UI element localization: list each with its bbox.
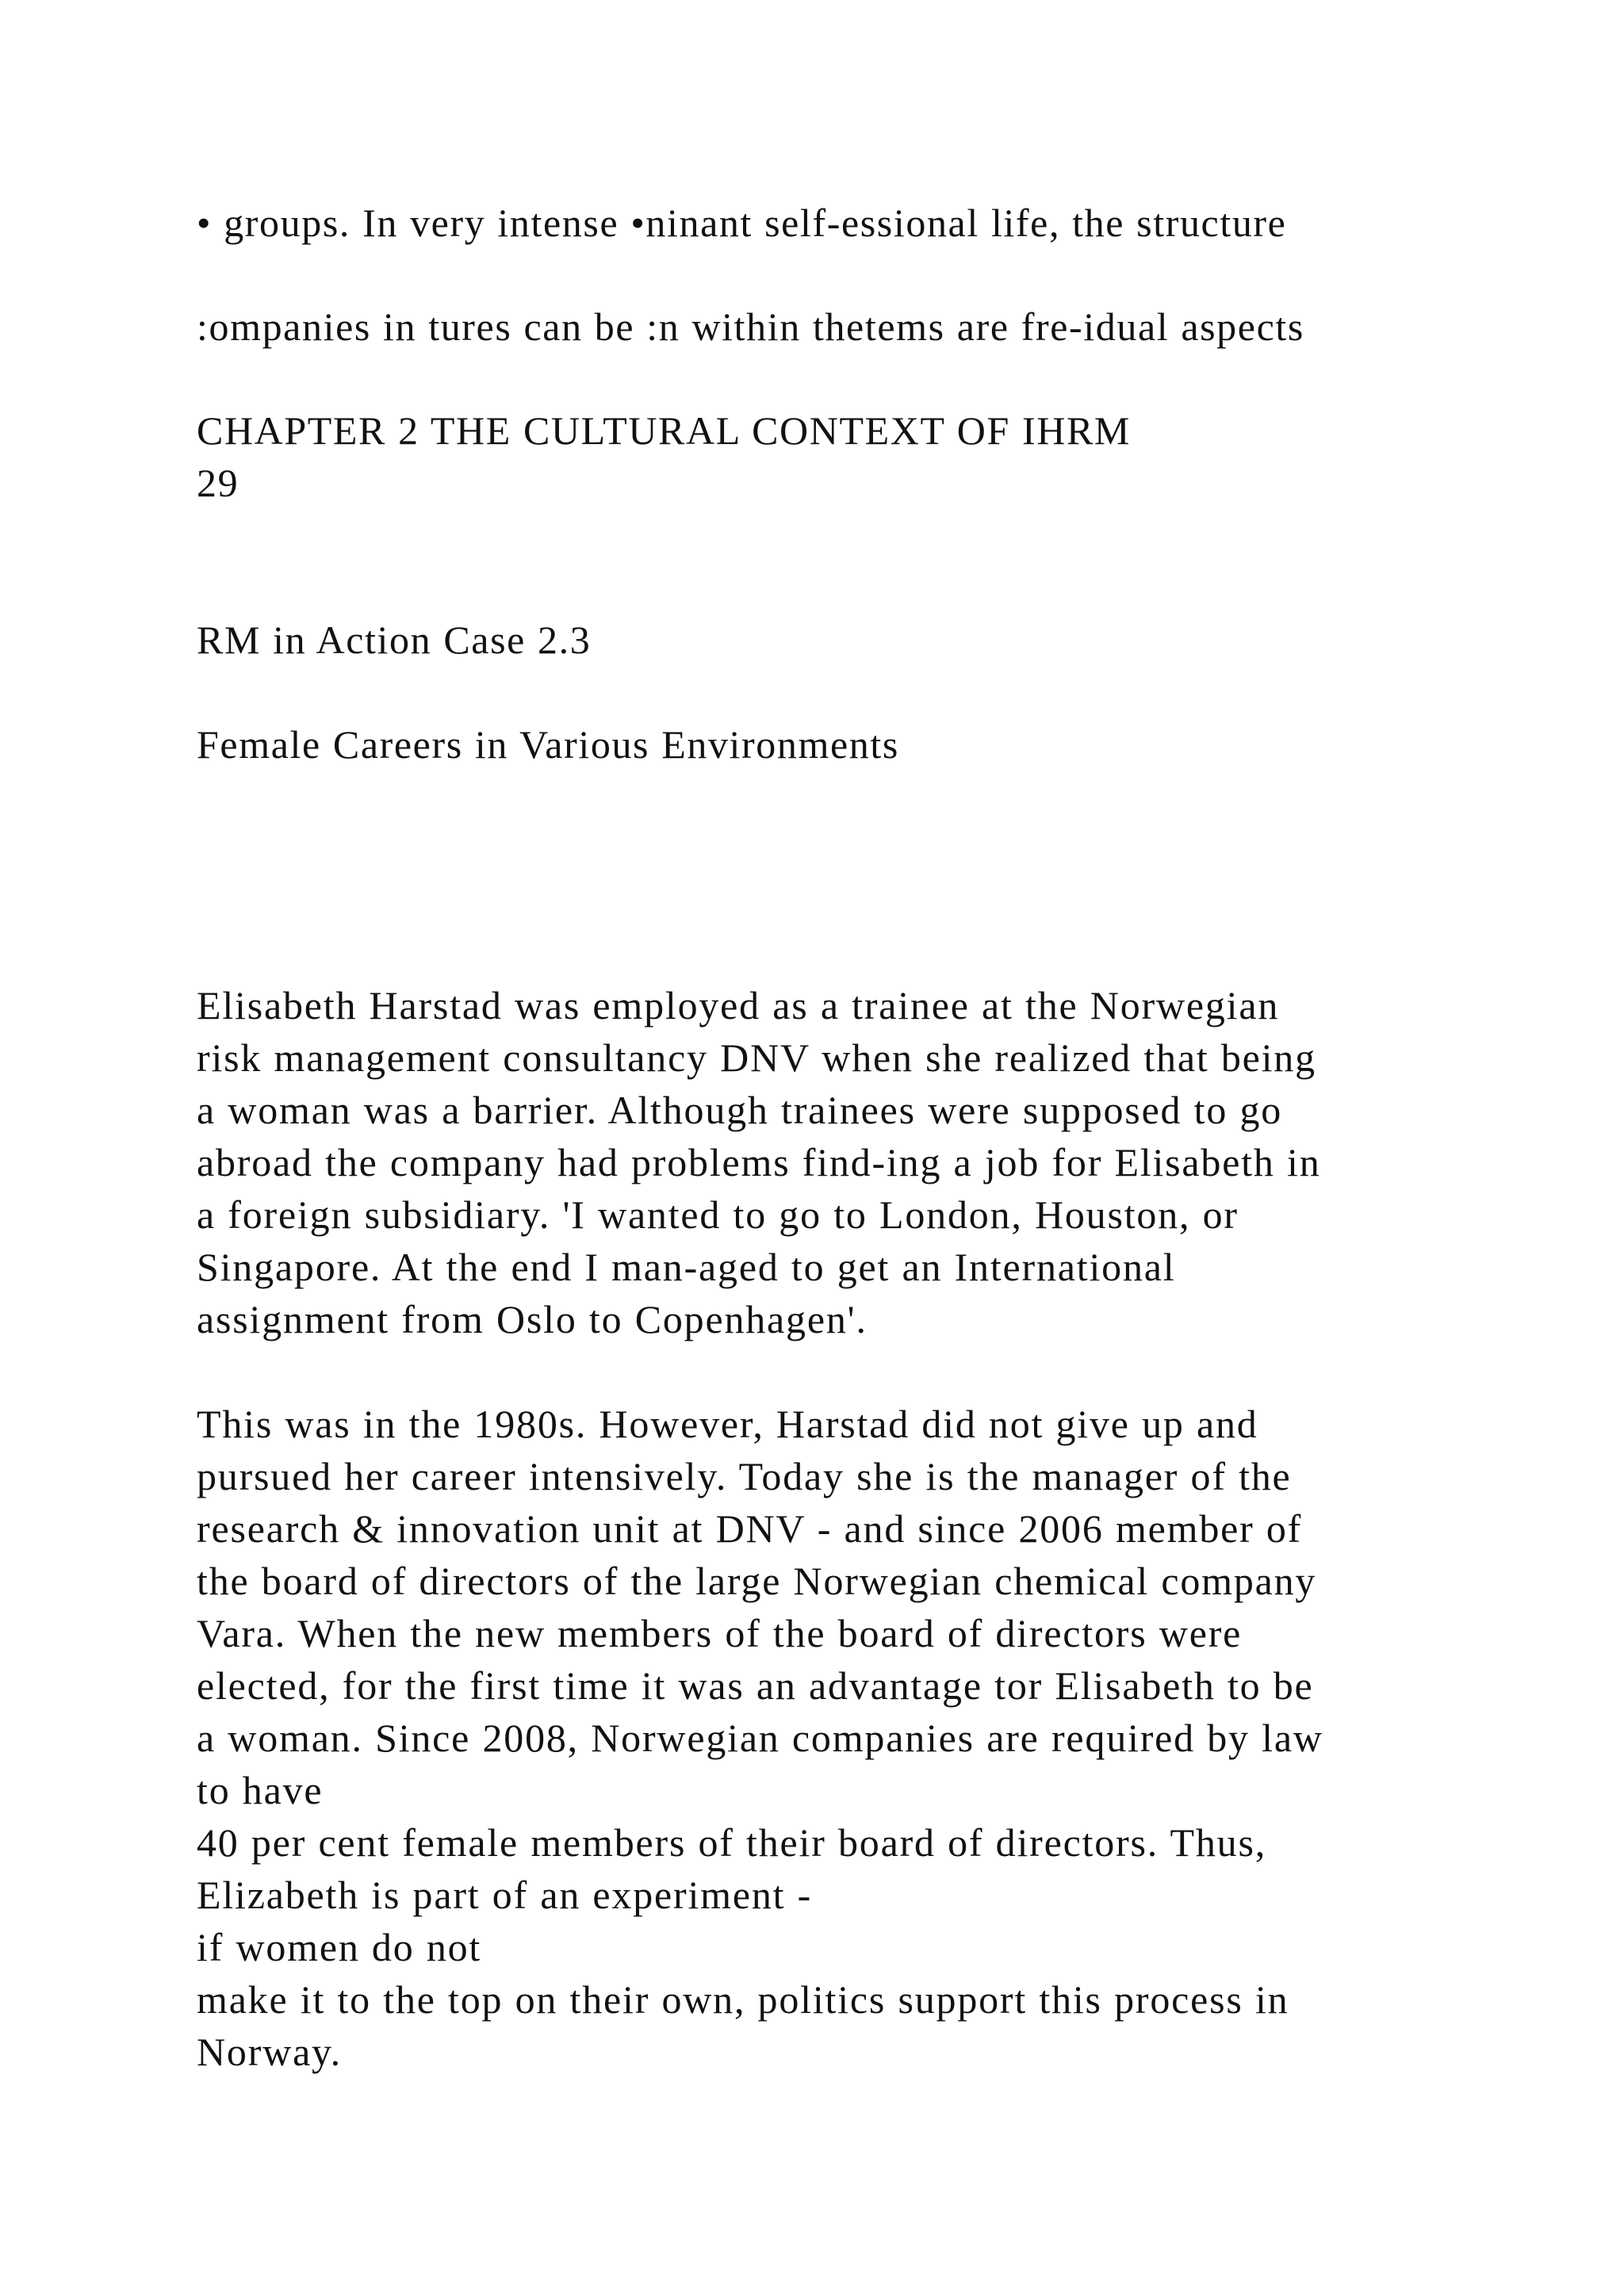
paragraph-2-line-2: pursued her career intensively. Today she is the manager of the: [197, 1454, 1292, 1498]
paragraph-2-line-5: Vara. When the new members of the board of directors were: [197, 1611, 1243, 1655]
paragraph-2-line-11: if women do not: [197, 1925, 482, 1969]
paragraph-2-line-7: a woman. Since 2008, Norwegian companies are required by law: [197, 1716, 1323, 1760]
case-title: Female Careers in Various Environments: [197, 722, 899, 767]
paragraph-1-line-6: Singapore. At the end I man-aged to get an International: [197, 1245, 1176, 1289]
paragraph-1-line-1: Elisabeth Harstad was employed as a trainee at the Norwegian: [197, 983, 1280, 1027]
case-label: RM in Action Case 2.3: [197, 618, 592, 662]
paragraph-1-line-7: assignment from Oslo to Copenhagen'.: [197, 1297, 868, 1341]
fragment-line-1: • groups. In very intense •ninant self-essional life, the structure: [197, 201, 1287, 245]
chapter-header: CHAPTER 2 THE CULTURAL CONTEXT OF IHRM: [197, 408, 1131, 453]
paragraph-2-line-8: to have: [197, 1768, 324, 1812]
paragraph-2-line-1: This was in the 1980s. However, Harstad did not give up and: [197, 1402, 1258, 1446]
paragraph-2-line-12: make it to the top on their own, politics support this process in: [197, 1977, 1289, 2022]
paragraph-1-line-2: risk management consultancy DNV when she realized that being: [197, 1035, 1316, 1080]
paragraph-1-line-3: a woman was a barrier. Although trainees were supposed to go: [197, 1088, 1283, 1132]
paragraph-1-line-5: a foreign subsidiary. 'I wanted to go to London, Houston, or: [197, 1192, 1239, 1237]
paragraph-2-line-3: research & innovation unit at DNV - and since 2006 member of: [197, 1506, 1303, 1551]
paragraph-2-line-13: Norway.: [197, 2030, 342, 2074]
paragraph-2-line-9: 40 per cent female members of their board of directors. Thus,: [197, 1820, 1266, 1865]
paragraph-2-line-10: Elizabeth is part of an experiment -: [197, 1873, 813, 1917]
paragraph-2-line-6: elected, for the first time it was an advantage tor Elisabeth to be: [197, 1663, 1314, 1708]
paragraph-1-line-4: abroad the company had problems find-ing a job for Elisabeth in: [197, 1140, 1321, 1184]
paragraph-2-line-4: the board of directors of the large Norwegian chemical company: [197, 1559, 1317, 1603]
page-number: 29: [197, 461, 239, 505]
fragment-line-2: :ompanies in tures can be :n within thetems are fre-idual aspects: [197, 304, 1304, 349]
